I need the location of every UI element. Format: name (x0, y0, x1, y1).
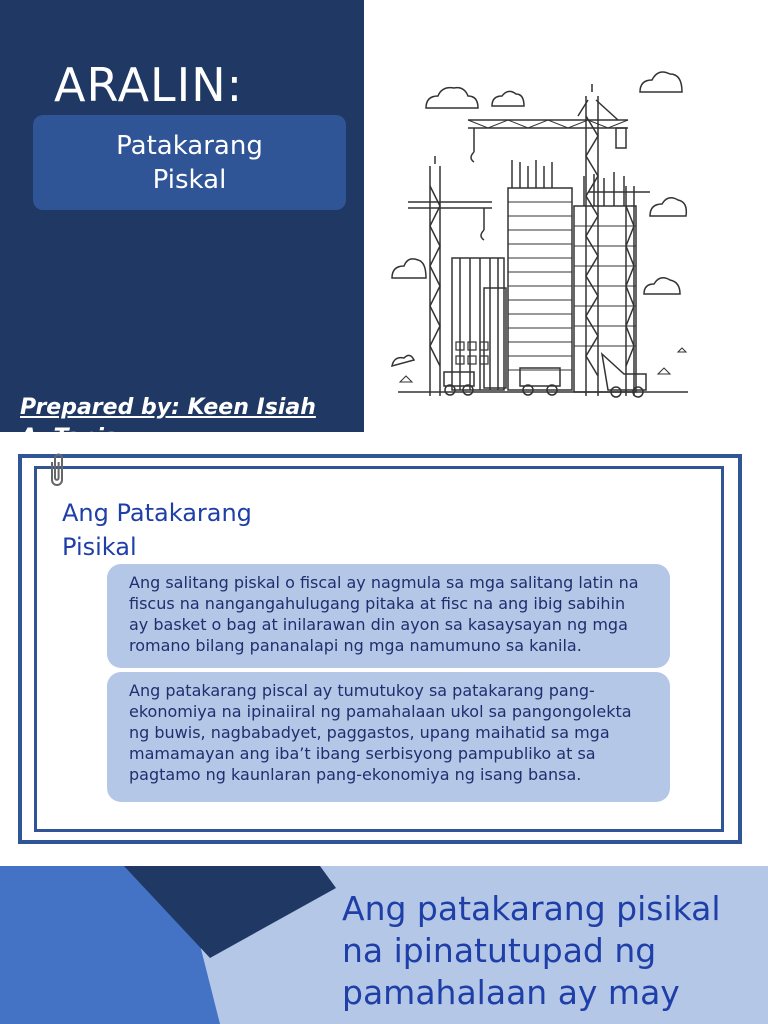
cloud-icon (392, 72, 686, 366)
definition-card-meaning (107, 672, 670, 802)
card-text: Ang salitang piskal o fiscal ay nagmula sa mga salitang latin na fiscus na nangangahulugang pitaka at fisc na ang ibig sabihin ay basket o bag at inilarawan din ayon sa kasaysayan ng mga romano bilang pananalapi ng mga namumuno sa kanila. (129, 573, 639, 655)
slide-title (0, 0, 768, 432)
definition-card-etymology (107, 564, 670, 668)
slide-body-text: Ang patakarang pisikal na ipinatutupad ng pamahalaan ay may (342, 889, 721, 1012)
card-text: Ang patakarang piscal ay tumutukoy sa patakarang pang-ekonomiya na ipinaiiral ng pamahalaan ukol sa pangongolekta ng buwis, nagbabadyet, paggastos, upang maihatid sa mga mamamayan ang iba’t ibang serbisyong pampubliko at sa pagtamo ng kaunlaran pang-ekonomiya ng isang bansa. (129, 681, 632, 784)
paperclip-icon (44, 450, 70, 490)
section-title: Ang Patakarang Pisikal (62, 499, 252, 561)
construction-cityscape-illustration (388, 56, 698, 401)
title-panel (0, 0, 364, 432)
prepared-by-text: Prepared by: Keen Isiah (20, 395, 316, 420)
slide-definition (0, 432, 768, 864)
slide-implementation (0, 866, 768, 1024)
lesson-subtitle-box (33, 115, 346, 210)
lesson-subtitle: Patakarang Piskal (116, 130, 263, 195)
lesson-heading: ARALIN: (54, 58, 244, 112)
